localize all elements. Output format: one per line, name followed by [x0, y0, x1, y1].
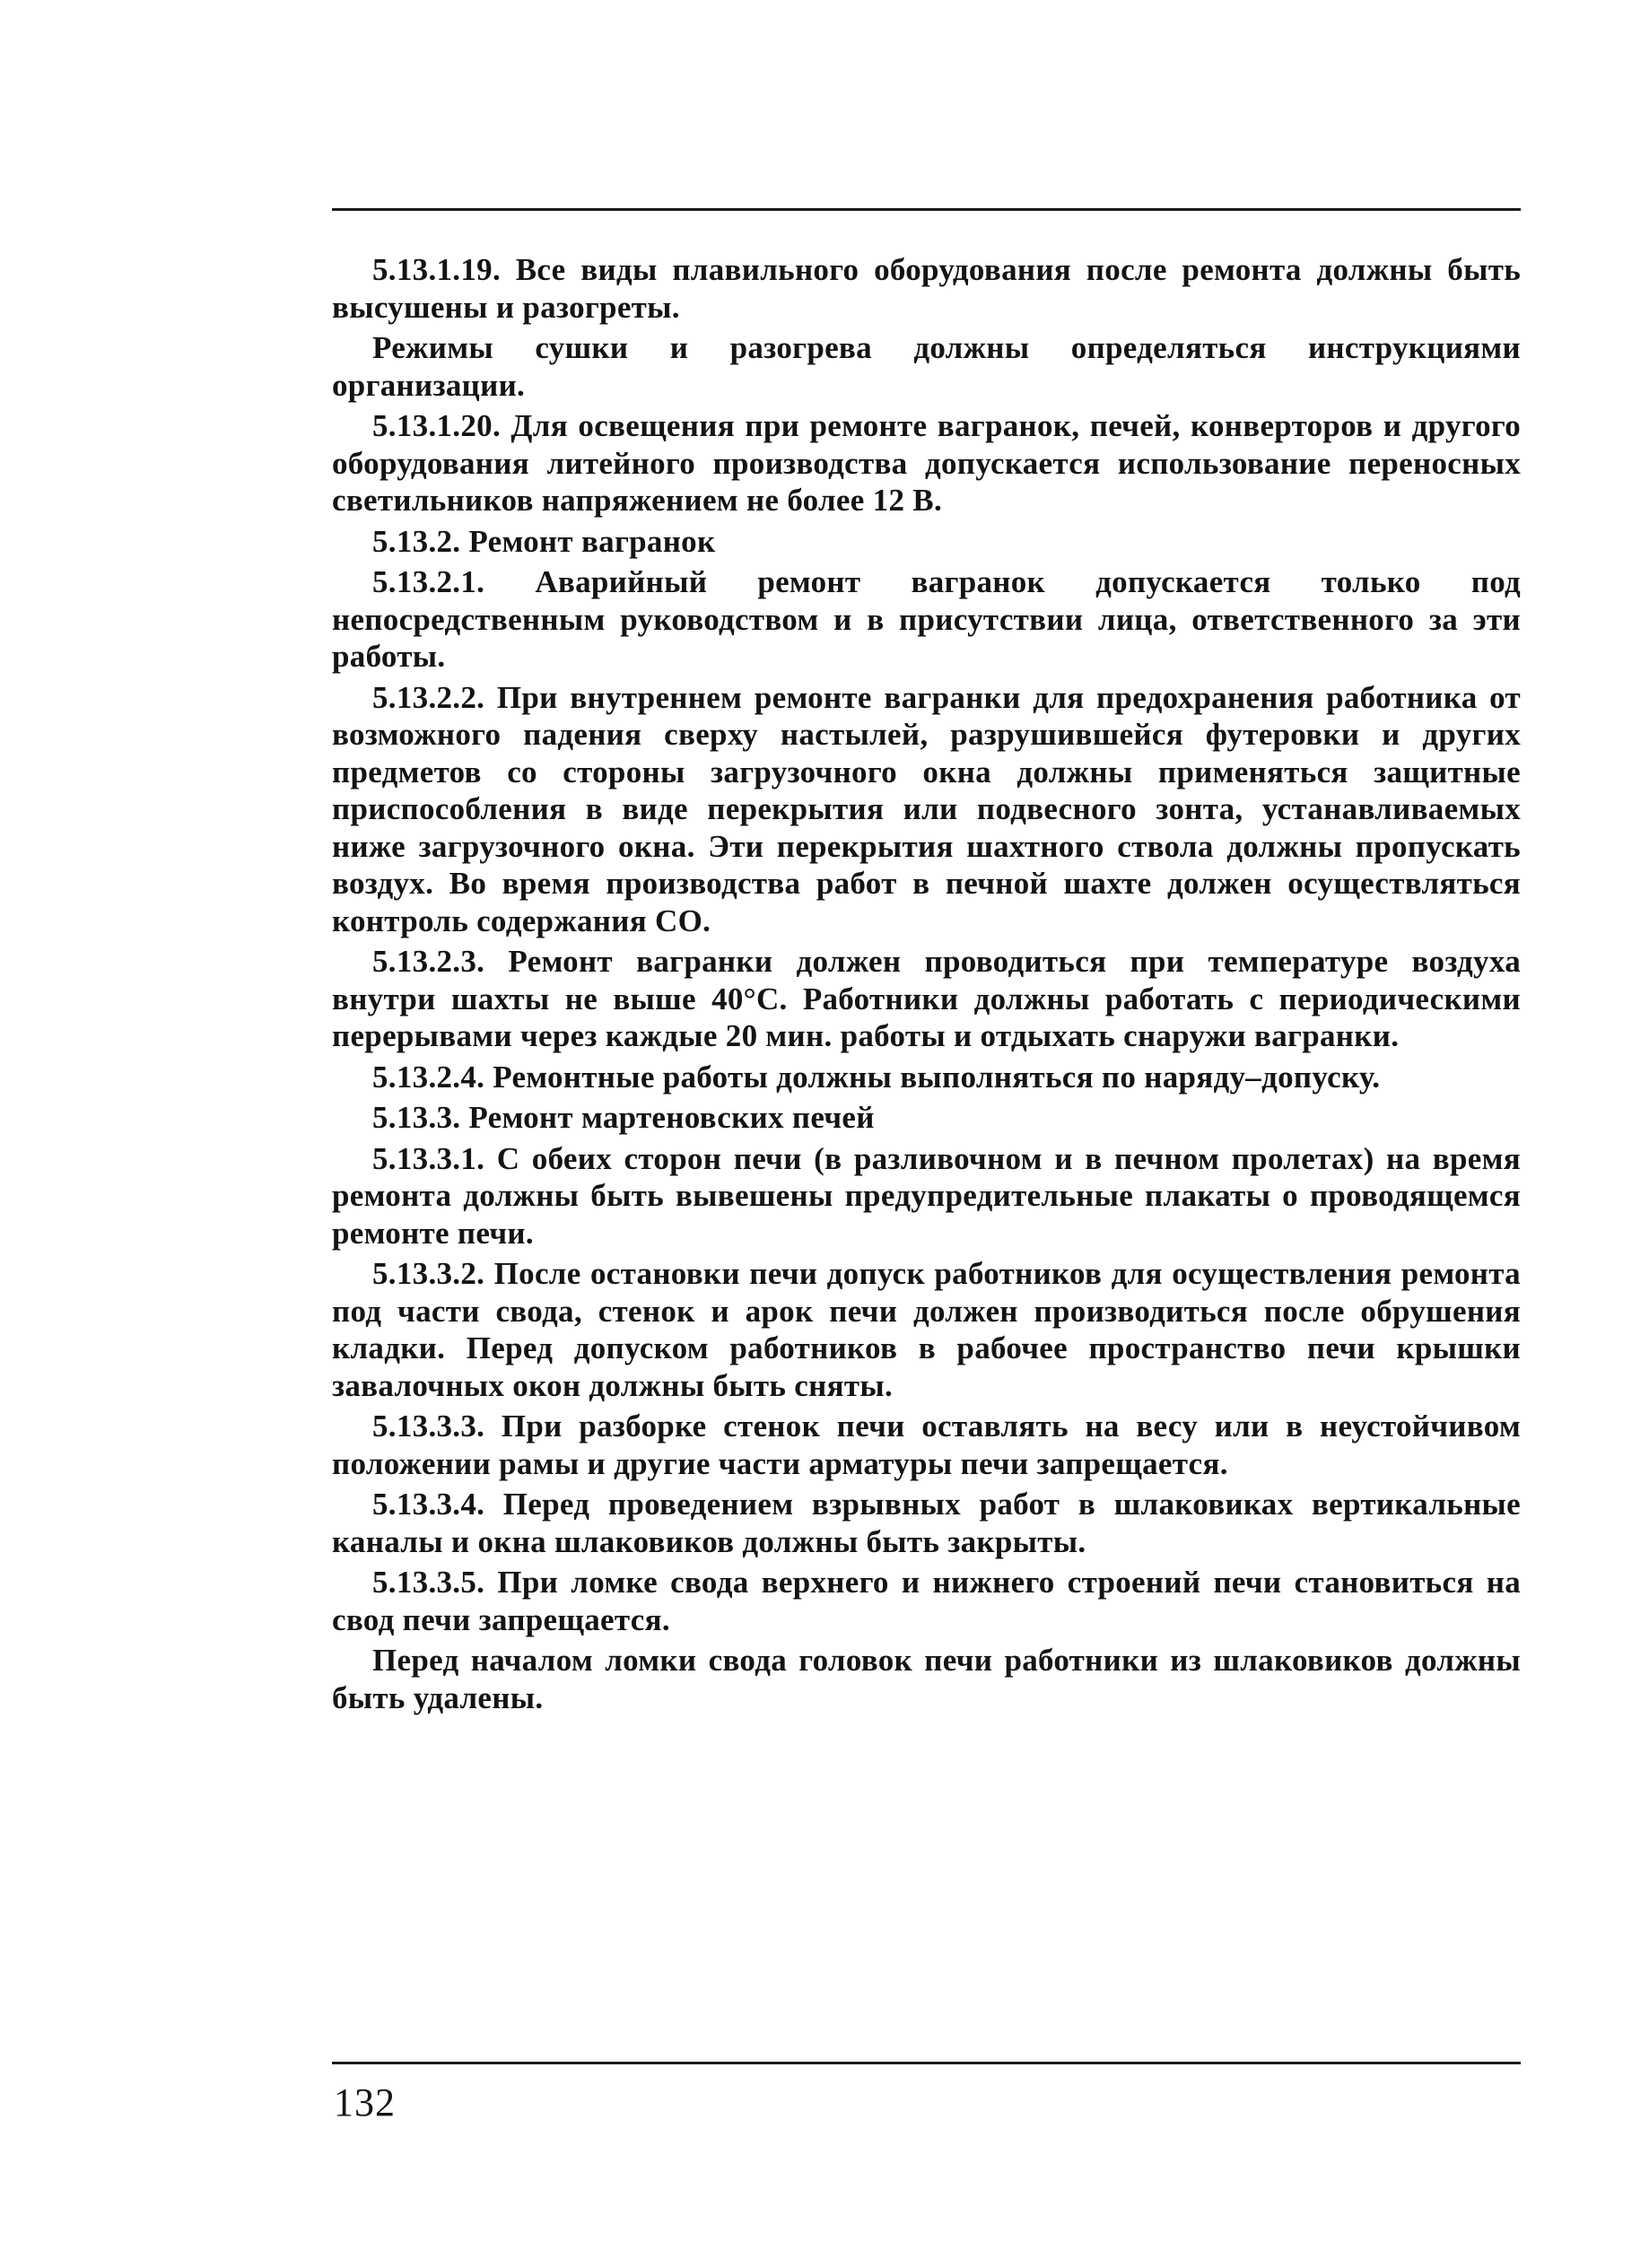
body-text — [332, 251, 1521, 1720]
paragraph: 5.13.2.3. Ремонт вагранки должен проводиться при температуре воздуха внутри шахты не выше 40°С. Работники должны работать с периодическими перерывами через каждые 20 мин. работы и отдыхать снаружи вагранки. — [332, 944, 1521, 1053]
paragraph: 5.13.1.19. Все виды плавильного оборудования после ремонта должны быть высушены и разогреты. — [332, 252, 1521, 325]
paragraph: Режимы сушки и разогрева должны определяться инструкциями организации. — [332, 330, 1521, 403]
paragraph: 5.13.3.5. При ломке свода верхнего и нижнего строений печи становиться на свод печи запрещается. — [332, 1565, 1521, 1637]
paragraph: 5.13.3.3. При разборке стенок печи оставлять на весу или в неустойчивом положении рамы и другие части арматуры печи запрещается. — [332, 1409, 1521, 1481]
paragraph: 5.13.2.2. При внутреннем ремонте вагранки для предохранения работника от возможного падения сверху настылей, разрушившейся футеровки и других предметов со стороны загрузочного окна должны применяться защитные приспособления в виде перекрытия или подвесного зонта, устанавливаемых ниже загрузочного окна. Эти перекрытия шахтного ствола должны пропускать воздух. Во время производства работ в печной шахте должен осуществляться контроль содержания СО. — [332, 679, 1521, 938]
paragraph: 5.13.3.1. С обеих сторон печи (в разливочном и в печном пролетах) на время ремонта должны быть вывешены предупредительные плакаты о проводящемся ремонте печи. — [332, 1140, 1521, 1251]
paragraph: 5.13.1.20. Для освещения при ремонте вагранок, печей, конверторов и другого оборудования литейного производства допускается использование переносных светильников напряжением не более 12 В. — [332, 408, 1521, 518]
paragraph: 5.13.2.4. Ремонтные работы должны выполняться по наряду–допуску. — [372, 1059, 1381, 1095]
section-heading: 5.13.2. Ремонт вагранок — [372, 523, 716, 559]
paragraph: Перед началом ломки свода головок печи работники из шлаковиков должны быть удалены. — [332, 1643, 1521, 1715]
paragraph: 5.13.2.1. Аварийный ремонт вагранок допускается только под непосредственным руководством и в присутствии лица, ответственного за эти работы. — [332, 564, 1521, 674]
top-rule — [332, 208, 1521, 211]
paragraph: 5.13.3.2. После остановки печи допуск работников для осуществления ремонта под части свода, стенок и арок печи должен производиться после обрушения кладки. Перед допуском работников в рабочее пространство печи крышки завалочных окон должны быть сняты. — [332, 1256, 1521, 1403]
bottom-rule — [332, 2062, 1521, 2064]
paragraph: 5.13.3.4. Перед проведением взрывных работ в шлаковиках вертикальные каналы и окна шлаковиков должны быть закрыты. — [332, 1487, 1521, 1559]
section-heading: 5.13.3. Ремонт мартеновских печей — [372, 1100, 875, 1135]
page-number: 132 — [334, 2080, 396, 2124]
